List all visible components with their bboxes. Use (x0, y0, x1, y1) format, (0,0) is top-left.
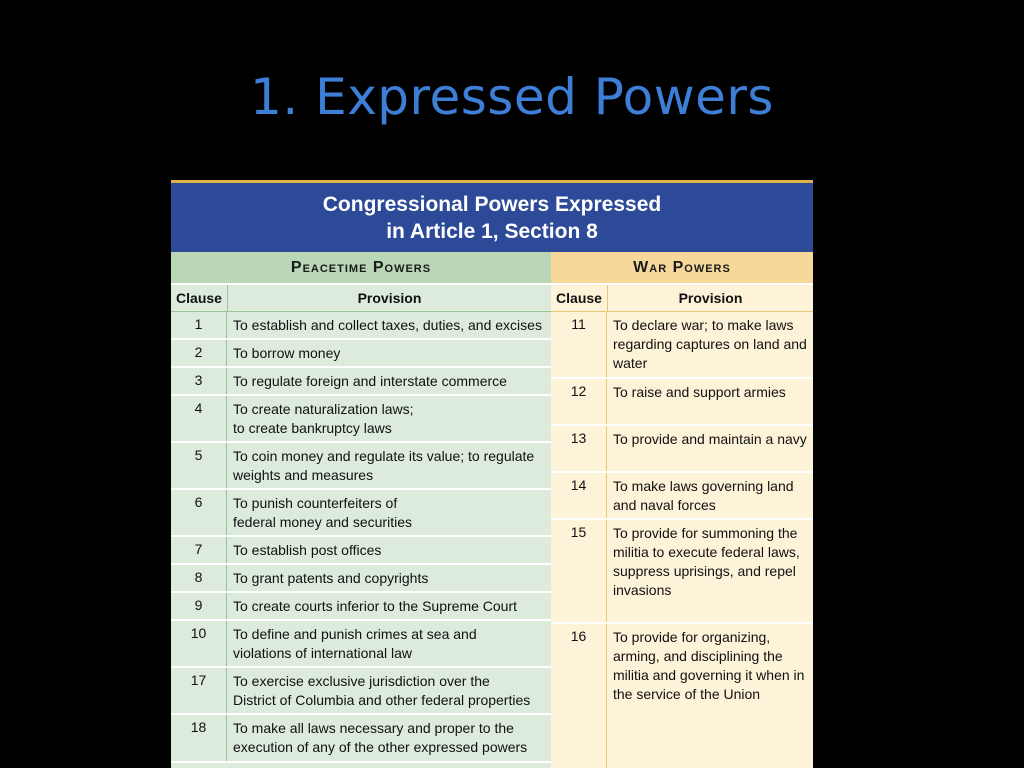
provision-text: To declare war; to make laws regarding captures on land and water (613, 317, 807, 371)
clause-number: 4 (171, 396, 227, 441)
clause-number: 2 (171, 340, 227, 366)
clause-number: 10 (171, 621, 227, 666)
provision-text: To define and punish crimes at sea and violations of international law (233, 626, 477, 661)
war-row (551, 624, 813, 768)
war-heading: War Powers (551, 252, 813, 285)
provision-text: To grant patents and copyrights (233, 570, 429, 586)
peacetime-row (171, 490, 551, 537)
provision-text: To provide and maintain a navy (613, 431, 807, 447)
table-title-line-1: Congressional Powers Expressed (322, 193, 662, 216)
clause-number: 7 (171, 537, 227, 563)
peacetime-row (171, 593, 551, 621)
clause-number: 5 (171, 443, 227, 488)
war-row (551, 379, 813, 426)
provision-text: To regulate foreign and interstate commerce (233, 373, 507, 389)
peacetime-row (171, 668, 551, 715)
clause-number: 8 (171, 565, 227, 591)
table-title-line-2: in Article 1, Section 8 (386, 220, 598, 243)
powers-table-card (171, 180, 813, 768)
provision-text: To raise and support armies (613, 384, 786, 400)
peacetime-powers-panel (171, 252, 551, 768)
clause-number: 1 (171, 312, 227, 338)
clause-number: 6 (171, 490, 227, 535)
provision-text: To create naturalization laws; to create bankruptcy laws (233, 401, 414, 436)
war-clause-header: Clause (551, 285, 608, 311)
peacetime-clause-header: Clause (171, 285, 228, 311)
peacetime-row (171, 340, 551, 368)
provision-text: To make all laws necessary and proper to the execution of any of the other expressed powers (233, 720, 528, 755)
war-column-headers (551, 285, 813, 312)
clause-number: 9 (171, 593, 227, 619)
clause-number: 13 (551, 426, 607, 471)
peacetime-provision-header: Provision (357, 290, 422, 306)
provision-text: To make laws governing land and naval forces (613, 478, 794, 513)
provision-text: To establish post offices (233, 542, 382, 558)
clause-number: 14 (551, 473, 607, 518)
war-powers-panel (551, 252, 813, 768)
provision-text: To punish counterfeiters of federal money and securities (233, 495, 412, 530)
peacetime-row (171, 443, 551, 490)
provision-text: To create courts inferior to the Supreme Court (233, 598, 518, 614)
war-provision-header: Provision (678, 290, 743, 306)
clause-number: 11 (551, 312, 607, 377)
provision-text: To borrow money (233, 345, 341, 361)
war-row (551, 520, 813, 624)
peacetime-row (171, 621, 551, 668)
clause-number: 12 (551, 379, 607, 424)
peacetime-heading: Peacetime Powers (171, 252, 551, 285)
war-row (551, 473, 813, 520)
table-title (171, 180, 813, 252)
provision-text: To coin money and regulate its value; to regulate weights and measures (233, 448, 535, 483)
war-rows (551, 312, 813, 768)
peacetime-rows (171, 312, 551, 763)
peacetime-row (171, 565, 551, 593)
slide-title: 1. Expressed Powers (250, 68, 774, 126)
peacetime-row (171, 537, 551, 565)
provision-text: To establish and collect taxes, duties, and excises (233, 317, 542, 333)
war-row (551, 426, 813, 473)
peacetime-row (171, 312, 551, 340)
peacetime-row (171, 396, 551, 443)
peacetime-column-headers (171, 285, 551, 312)
clause-number: 17 (171, 668, 227, 713)
clause-number: 15 (551, 520, 607, 622)
provision-text: To provide for organizing, arming, and disciplining the militia and governing it when in the service of the Union (613, 629, 805, 702)
war-row (551, 312, 813, 379)
clause-number: 16 (551, 624, 607, 768)
clause-number: 3 (171, 368, 227, 394)
provision-text: To exercise exclusive jurisdiction over the District of Columbia and other federal properties (233, 673, 531, 708)
clause-number: 18 (171, 715, 227, 761)
peacetime-row (171, 715, 551, 763)
provision-text: To provide for summoning the militia to execute federal laws, suppress uprisings, and repel invasions (613, 525, 800, 598)
peacetime-row (171, 368, 551, 396)
